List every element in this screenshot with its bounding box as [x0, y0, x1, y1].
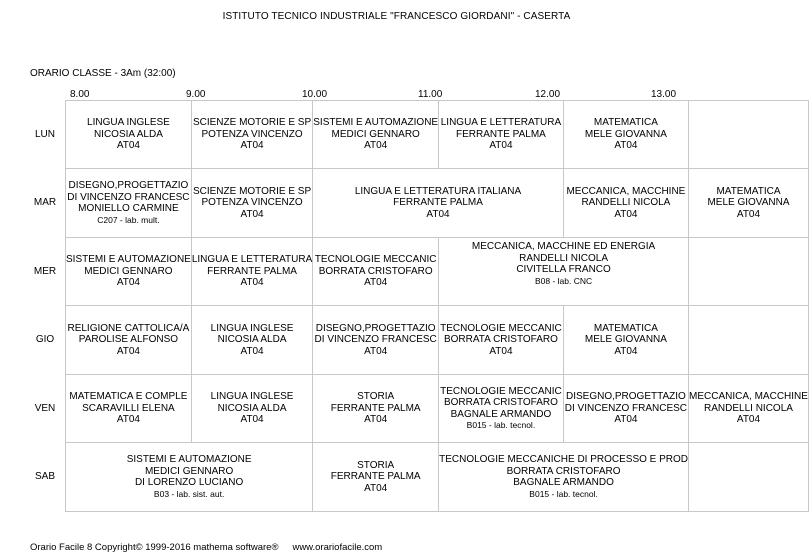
teacher: DI LORENZO LUCIANO [134, 477, 244, 488]
lesson-cell[interactable] [66, 101, 192, 169]
lesson-cell[interactable] [313, 101, 439, 169]
school-title: ISTITUTO TECNICO INDUSTRIALE "FRANCESCO GIORDANI" - CASERTA [222, 11, 571, 22]
lesson-cell[interactable] [439, 443, 689, 512]
day-row-ven [66, 375, 809, 443]
subject: LINGUA INGLESE [210, 322, 294, 334]
subject: SCIENZE MOTORIE E SP [192, 117, 312, 129]
timetable-grid [65, 100, 809, 512]
room: B015 - lab. tecnol. [529, 488, 598, 499]
subject: TECNOLOGIE MECCANICHE DI PROCESSO E PROD [439, 454, 689, 465]
room: AT04 [364, 414, 388, 426]
hour-header: 8.00 [70, 89, 90, 100]
teacher: FERRANTE PALMA [456, 128, 546, 140]
lesson-cell[interactable] [563, 169, 688, 238]
copyright-text: Orario Facile 8 Copyright© 1999-2016 mathema software® [30, 542, 279, 553]
teacher: MEDICI GENNARO [84, 265, 173, 277]
hour-header: 12.00 [535, 89, 561, 100]
subject: DISEGNO,PROGETTAZIO [68, 180, 189, 191]
teacher: FERRANTE PALMA [207, 265, 297, 277]
teacher: NICOSIA ALDA [93, 128, 163, 140]
room: AT04 [489, 140, 513, 152]
subject: LINGUA E LETTERATURA [191, 254, 313, 266]
lesson-cell[interactable] [313, 443, 439, 512]
room: AT04 [614, 208, 638, 220]
empty-cell [689, 443, 809, 512]
teacher: MELE GIOVANNA [707, 197, 790, 209]
lesson-cell[interactable] [191, 101, 312, 169]
subject: LINGUA E LETTERATURA ITALIANA [354, 185, 522, 197]
subject: SCIENZE MOTORIE E SP [192, 185, 312, 197]
room: AT04 [364, 277, 388, 289]
lesson-cell[interactable] [66, 169, 192, 238]
day-row-gio [66, 306, 809, 375]
website-link[interactable]: www.orariofacile.com [292, 542, 383, 553]
subject: MATEMATICA [716, 185, 781, 197]
lesson-cell[interactable] [563, 101, 688, 169]
teacher: POTENZA VINCENZO [201, 197, 303, 209]
teacher: BORRATA CRISTOFARO [443, 334, 558, 346]
hour-header: 10.00 [302, 89, 328, 100]
day-row-lun [66, 101, 809, 169]
teacher: SCARAVILLI ELENA [82, 402, 175, 414]
teacher: NICOSIA ALDA [217, 334, 287, 346]
subject: RELIGIONE CATTOLICA/A [67, 322, 190, 334]
room: AT04 [240, 208, 264, 220]
teacher: MELE GIOVANNA [584, 334, 667, 346]
lesson-cell[interactable] [563, 375, 688, 443]
room: AT04 [240, 277, 264, 289]
teacher: MELE GIOVANNA [584, 128, 667, 140]
subject: MATEMATICA E COMPLE [69, 391, 188, 403]
teacher: CIVITELLA FRANCO [516, 264, 611, 275]
subject: SISTEMI E AUTOMAZIONE [66, 254, 191, 266]
lesson-cell[interactable] [689, 169, 809, 238]
lesson-cell[interactable] [66, 306, 192, 375]
room: AT04 [364, 345, 388, 357]
lesson-cell[interactable] [439, 306, 564, 375]
footer [30, 542, 382, 553]
subject: MECCANICA, MACCHINE [689, 391, 808, 403]
teacher: FERRANTE PALMA [330, 402, 421, 414]
lesson-cell[interactable] [66, 375, 192, 443]
room: AT04 [614, 345, 638, 357]
room: AT04 [426, 208, 450, 220]
room: AT04 [116, 277, 140, 289]
day-label: VEN [34, 403, 56, 414]
subject: TECNOLOGIE MECCANIC [314, 254, 437, 266]
lesson-cell[interactable] [191, 238, 312, 306]
room: AT04 [364, 140, 388, 152]
subject: LINGUA INGLESE [87, 117, 170, 129]
room: C207 - lab. mult. [97, 214, 160, 225]
room: AT04 [240, 140, 264, 152]
class-label: ORARIO CLASSE - 3Am (32:00) [30, 68, 176, 79]
teacher: RANDELLI NICOLA [519, 252, 609, 264]
room: AT04 [736, 208, 761, 220]
subject: SISTEMI E AUTOMAZIONE [126, 454, 252, 465]
teacher: MONIELLO CARMINE [78, 203, 179, 214]
lesson-cell[interactable] [439, 375, 564, 443]
teacher: BORRATA CRISTOFARO [318, 265, 433, 277]
teacher: DI VINCENZO FRANCESC [67, 191, 190, 203]
teacher: DI VINCENZO FRANCESC [564, 402, 688, 414]
lesson-cell[interactable] [439, 101, 564, 169]
hour-header: 11.00 [418, 89, 443, 100]
teacher: NICOSIA ALDA [217, 402, 287, 414]
day-label: MAR [33, 197, 57, 208]
lesson-cell[interactable] [313, 238, 439, 306]
lesson-cell[interactable] [563, 306, 688, 375]
teacher: BAGNALE ARMANDO [513, 477, 614, 488]
room: B03 - lab. sist. aut. [153, 488, 225, 499]
teacher: BORRATA CRISTOFARO [506, 465, 621, 477]
teacher: BAGNALE ARMANDO [450, 408, 552, 420]
room: AT04 [614, 140, 638, 152]
day-row-mer [66, 238, 809, 306]
teacher: DI VINCENZO FRANCESC [314, 334, 437, 346]
day-row-mar [66, 169, 809, 238]
subject: LINGUA INGLESE [210, 391, 294, 403]
day-row-sab [66, 443, 809, 512]
lesson-cell[interactable] [191, 306, 312, 375]
subject: STORIA [357, 459, 395, 471]
teacher: POTENZA VINCENZO [201, 128, 303, 140]
room: B015 - lab. tecnol. [466, 420, 536, 430]
room: AT04 [240, 414, 264, 426]
subject: SISTEMI E AUTOMAZIONE [313, 117, 439, 129]
room: AT04 [116, 414, 140, 426]
day-label: MER [33, 266, 57, 277]
room: AT04 [614, 414, 638, 426]
room: AT04 [240, 345, 264, 357]
hour-header: 9.00 [186, 89, 206, 100]
teacher: RANDELLI NICOLA [581, 197, 671, 209]
day-label: SAB [34, 471, 55, 482]
lesson-cell[interactable] [439, 238, 689, 306]
lesson-cell[interactable] [313, 375, 439, 443]
day-label: LUN [34, 129, 55, 140]
subject: TECNOLOGIE MECCANIC [440, 322, 562, 334]
subject: DISEGNO,PROGETTAZIO [315, 322, 436, 334]
lesson-cell[interactable] [191, 169, 312, 238]
subject: DISEGNO,PROGETTAZIO [565, 391, 686, 403]
room: AT04 [116, 140, 140, 152]
lesson-cell[interactable] [191, 375, 312, 443]
teacher: FERRANTE PALMA [330, 471, 421, 483]
lesson-cell[interactable] [66, 238, 192, 306]
lesson-cell[interactable] [689, 375, 809, 443]
subject: MECCANICA, MACCHINE ED ENERGIA [471, 241, 656, 252]
subject: TECNOLOGIE MECCANIC [440, 385, 562, 397]
teacher: MEDICI GENNARO [144, 465, 234, 477]
teacher: FERRANTE PALMA [393, 197, 483, 209]
lesson-cell[interactable] [313, 306, 439, 375]
empty-cell [689, 101, 809, 169]
hour-header: 13.00 [651, 89, 677, 100]
room: AT04 [364, 482, 388, 494]
empty-cell [689, 306, 809, 375]
empty-cell [689, 238, 809, 306]
lesson-cell[interactable] [66, 443, 313, 512]
subject: LINGUA E LETTERATURA [440, 117, 562, 129]
teacher: RANDELLI NICOLA [704, 402, 793, 414]
room: AT04 [116, 345, 140, 357]
day-label: GIO [35, 334, 55, 345]
room: AT04 [489, 345, 513, 357]
teacher: BORRATA CRISTOFARO [443, 397, 558, 408]
room: AT04 [736, 414, 761, 426]
subject: MECCANICA, MACCHINE [566, 185, 686, 197]
teacher: PAROLISE ALFONSO [78, 334, 179, 346]
room: B08 - lab. CNC [534, 275, 593, 286]
lesson-cell[interactable] [313, 169, 564, 238]
subject: STORIA [357, 391, 395, 403]
teacher: MEDICI GENNARO [331, 128, 420, 140]
subject: MATEMATICA [593, 117, 658, 129]
subject: MATEMATICA [593, 322, 658, 334]
